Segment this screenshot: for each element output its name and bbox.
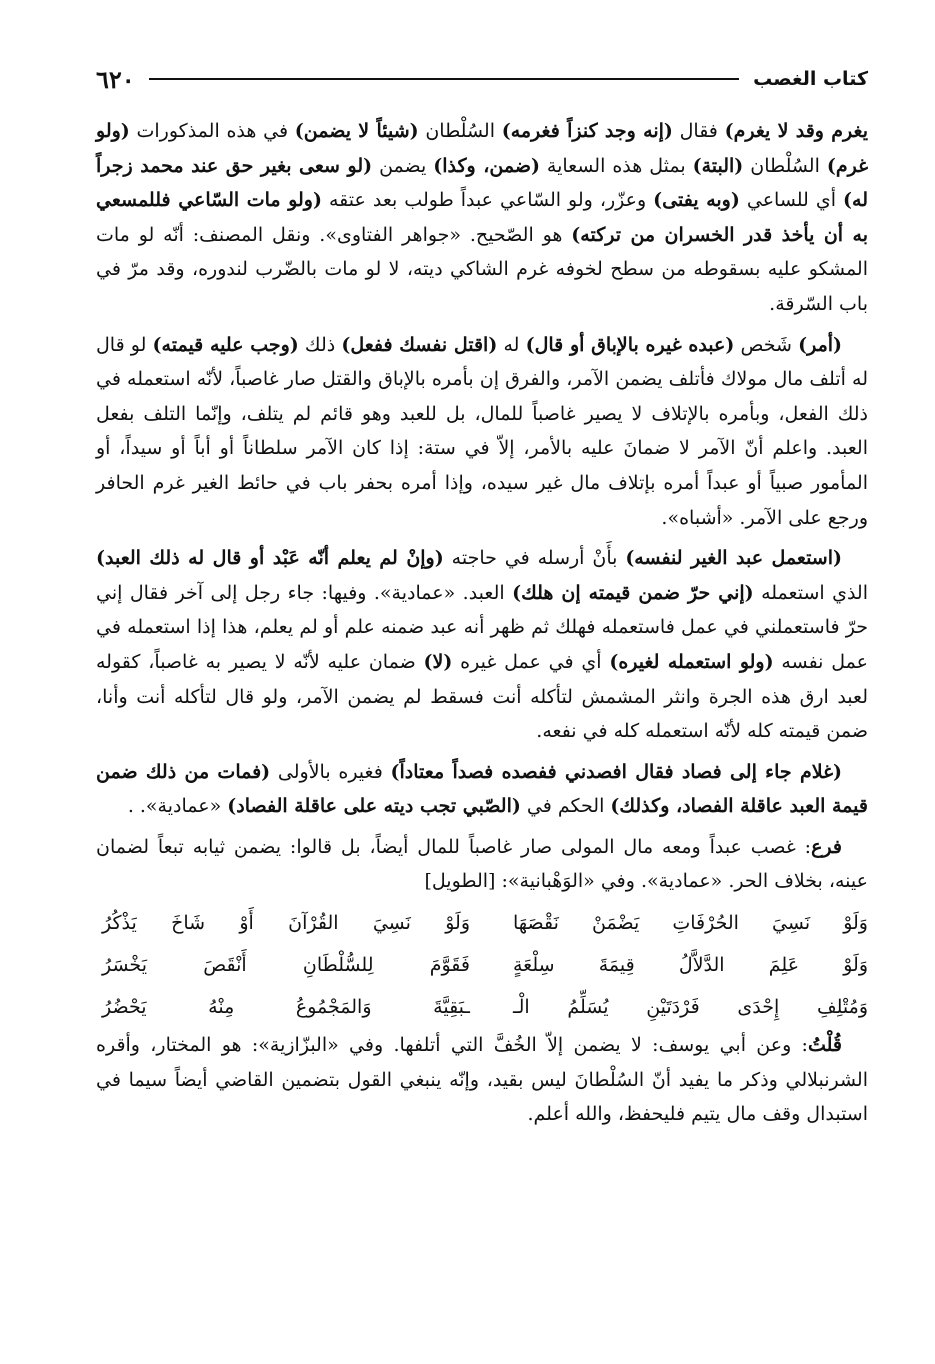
header-rule (149, 78, 739, 80)
text-run: ضمان عليه لأنّه لا يصير به غاصباً، كقوله لعبد ارق هذه الجرة وانثر المشمش لتأكله أنت فسقط لم يضمن الآمر، ولو قال لتأكله أنت وأنا، ضمن قيمته كله لأنّه استعمله كله في نفعه. (96, 650, 868, 743)
text-run: فغيره بالأولى (270, 760, 391, 783)
text-run: له (497, 333, 526, 356)
paragraph (96, 755, 868, 824)
bold-text-run: (إنه وجد كنزاً فغرمه) (501, 120, 673, 142)
verse-line (96, 902, 868, 944)
text-run: وعزّر، ولو السّاعي عبداً طولب بعد عتقه (321, 189, 654, 212)
bold-text-run: فرع (811, 835, 842, 858)
page-number: ٦٢٠ (96, 64, 135, 94)
bold-text-run: (فمات من ذلك ضمن قيمة العبد عاقلة الفصاد، وكذلك) (96, 760, 868, 818)
text-run: السُلْطان (743, 154, 827, 177)
page-body (96, 114, 868, 1132)
bold-text-run: (الصّبي تجب ديته على عاقلة الفصاد) (227, 795, 521, 818)
verse-hemistich: وَمُتْلِفِ إِحْدَى فَرْدَتَيْنِ يُسَلِّمُ الْـ (513, 996, 868, 1019)
text-run: «عمادية». . (127, 795, 228, 818)
bold-text-run: (ضمن، وكذا) (433, 154, 540, 177)
text-run: لو قال له أتلف مال مولاك فأتلف يضمن الآمر، والفرق إن بأمره بالإباق والقتل صار غاصباً، لأنّه استعمله في ذلك الفعل، وبأمره بالإتلاف لا يصير غاصباً للمال، بل للعبد وهو قائم لم يتلف، وإنّما التلف بفعل العبد. واعلم أنّ الآمر لا ضمانَ عليه بالأمر، إلاّ في ستة: إذا كان الآمر سلطاناً أو أباً أو سيداً، أو المأمور صبياً أو عبداً أمره بإتلاف مال غير سيده، وإذا أمره بحفر باب في حائط الغير غرم الحافر ورجع على الآمر. «أشباه». (96, 333, 868, 529)
bold-text-run: (البتة) (692, 154, 744, 177)
text-run: : وعن أبي يوسف: لا يضمن إلاّ الخُفَّ التي أتلفها. وفي «البزّازية»: هو المختار، وأقره الشرنبلالي وذكر ما يفيد أنّ السُلْطانَ ليس بقيد، وإنّه ينبغي القول بتضمين القاضي أيضاً سيما في استبدال وقف مال يتيم فليحفظ، والله أعلم. (96, 1034, 868, 1126)
paragraph (96, 114, 868, 322)
bold-text-run: (لا) (423, 650, 453, 673)
text-run: ذلك (298, 333, 342, 356)
bold-text-run: (وإنْ لم يعلم أنّه عَبْد أو قال له ذلك العبد) (96, 547, 444, 570)
text-run: بأَنْ أرسله في حاجته (443, 547, 626, 570)
book-page (96, 62, 868, 1135)
bold-text-run: (إني حرّ ضمن قيمته إن هلك) (512, 581, 754, 604)
text-run: الذي استعمله (753, 581, 868, 604)
bold-text-run: (أمر) (798, 333, 843, 356)
bold-text-run: (ولو استعمله لغيره) (609, 650, 774, 673)
verse-line (96, 944, 868, 986)
verse-hemistich: وَلَوْ عَلِمَ الدَّلاَّلُ قِيمَةَ سِلْعَةٍ (513, 954, 868, 977)
bold-text-run: (استعمل عبد الغير لنفسه) (625, 547, 842, 570)
bold-text-run: (لو سعى بغير حق عند محمد زجراً له) (96, 154, 868, 212)
bold-text-run: قُلْتُ (807, 1034, 842, 1057)
bold-text-run: يغرم وقد لا يغرم) (724, 120, 868, 142)
paragraph (96, 1028, 868, 1132)
bold-text-run: (ولو غرم) (96, 120, 869, 177)
verse-hemistich: وَلَوْ نَسِيَ القُرْآنَ أَوْ شَاخَ يَذْكُرُ (102, 912, 470, 935)
verse-line (96, 986, 868, 1028)
text-run: السُلْطان (418, 120, 502, 142)
text-run: الحكم في (520, 795, 611, 818)
text-run: أي في عمل غيره (452, 650, 610, 673)
running-header (96, 62, 868, 96)
paragraph (96, 328, 868, 536)
book-title: كتاب الغصب (753, 68, 868, 90)
text-run: هو الصّحيح. «جواهر الفتاوى». ونقل المصنف: أنّه لو مات المشكو عليه بسقوطه من سطح لخوفه غرم الشاكي ديته، لا لو مات بالضّرب لندوره، وقد مرّ في باب السّرقة. (96, 223, 868, 315)
paragraph (96, 541, 868, 749)
text-run: بمثل هذه السعاية (539, 154, 693, 177)
text-run: في هذه المذكورات (129, 120, 295, 142)
poem (96, 902, 868, 1028)
text-run: فقال (672, 120, 725, 142)
bold-text-run: (وبه يفتى) (653, 189, 740, 212)
bold-text-run: (ولو مات السّاعي فللمسعي به أن يأخذ قدر الخسران من تركته) (96, 189, 868, 246)
text-run: شَخص (734, 333, 799, 356)
text-run: أي للساعي (739, 189, 844, 212)
paragraph (96, 830, 868, 899)
verse-hemistich: فَقَوَّمَ لِلسُّلْطَانِ أَنْقَصَ يَخْسَرُ (102, 954, 470, 977)
bold-text-run: (عبده غيره بالإباق أو قال) (525, 333, 735, 356)
text-run: : غصب عبداً ومعه مال المولى صار غاصباً للمال أيضاً، بل قالوا: يضمن ثيابه تبعاً لضمان عينه، بخلاف الحر. «عمادية». وفي «الوَهْبانية»: [الطويل] (96, 835, 868, 893)
text-run: العبد. «عمادية». وفيها: جاء رجل إلى آخر فقال إني حرّ فاستعملني في عمل فاستعمله فهلك ثم ظهر أنه عبد ضمنه علم أو لم يعلم، هذا إذا استعمله في عمل نفسه (96, 581, 868, 673)
verse-hemistich: وَلَوْ نَسِيَ الحُرْفَاتِ يَضْمَنْ نَقْصَهَا (513, 912, 868, 935)
bold-text-run: (شيئاً لا يضمن) (294, 120, 419, 142)
bold-text-run: (اقتل نفسك ففعل) (341, 333, 498, 356)
bold-text-run: (غلام جاء إلى فصاد فقال افصدني ففصده فصداً معتاداً) (390, 760, 842, 783)
bold-text-run: (وجب عليه قيمته) (152, 333, 299, 356)
text-run: يضمن (372, 154, 434, 177)
verse-hemistich: ـبَقِيَّةَ وَالمَجْمُوعُ مِنْهُ يَحْضُرُ (102, 996, 470, 1019)
